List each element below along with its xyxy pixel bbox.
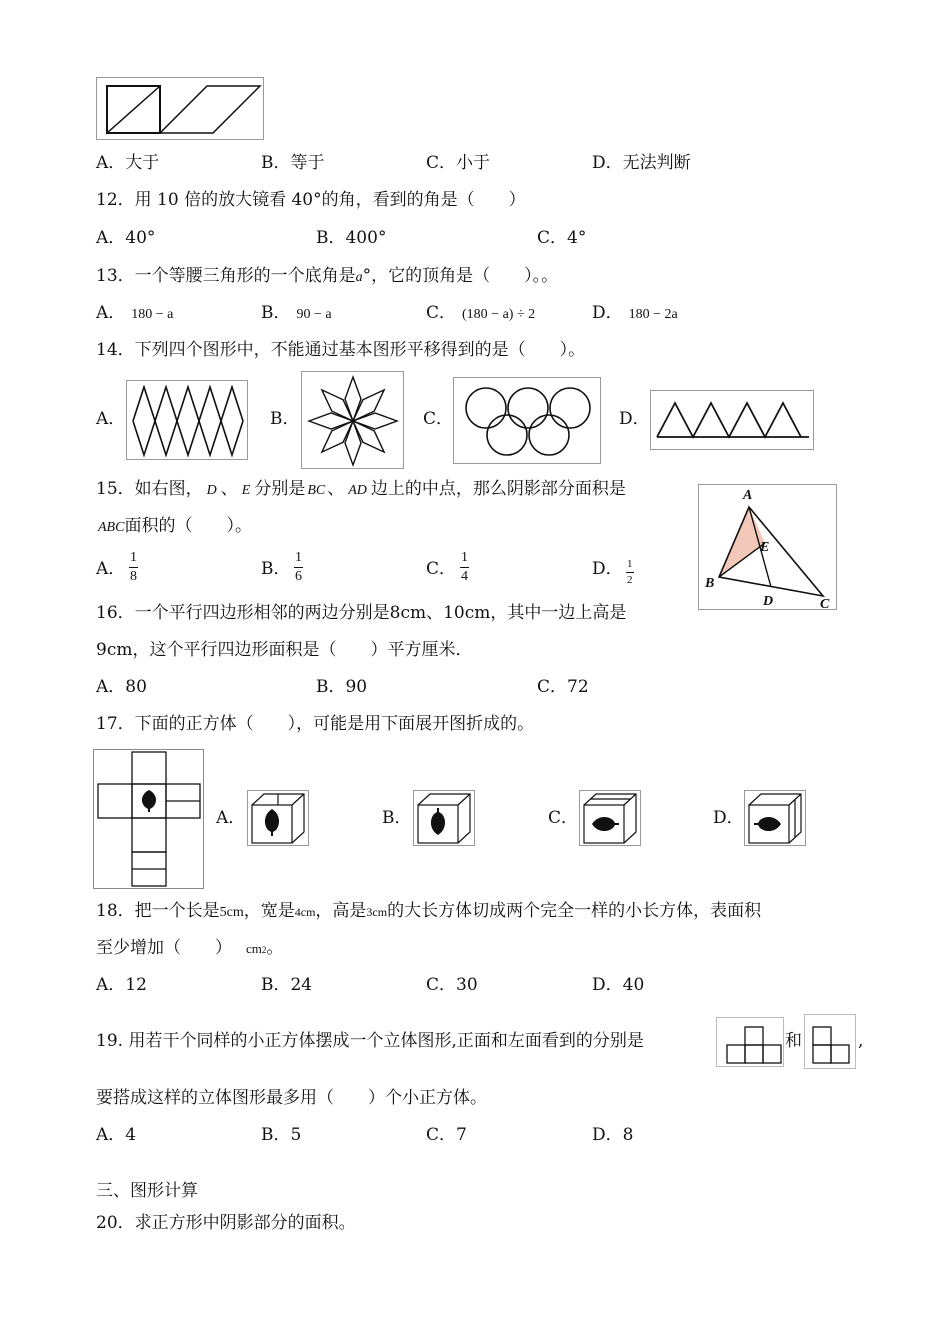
q18-option-c[interactable]: C．30 xyxy=(426,975,478,995)
q15-den-a: 8 xyxy=(130,569,137,584)
diamond-chain-drawing xyxy=(127,381,249,461)
q11-option-c[interactable]: C．小于 xyxy=(426,153,491,173)
q13-stem-text-a: 13．一个等腰三角形的一个底角是 xyxy=(96,266,356,286)
q16-option-b[interactable]: B．90 xyxy=(316,677,368,697)
q15-num-d: 1 xyxy=(626,559,634,573)
q11-option-a[interactable]: A．大于 xyxy=(96,153,160,173)
q18-stem-line2 xyxy=(96,940,283,957)
q19-option-c[interactable]: C．7 xyxy=(426,1125,467,1145)
q19-option-a[interactable]: A．4 xyxy=(96,1125,137,1145)
section-heading: 三、图形计算 xyxy=(96,1181,198,1201)
q15-var-ad: AD xyxy=(348,483,367,498)
q15-num-a: 1 xyxy=(129,551,138,568)
q17-label-a[interactable]: A． xyxy=(216,808,246,828)
q13-expr-b: 90 − a xyxy=(296,307,332,322)
q18-option-b[interactable]: B．24 xyxy=(261,975,313,995)
triangle-abc-drawing xyxy=(699,485,838,611)
q19-stem-comma: , xyxy=(858,1031,864,1051)
q14-figure-a[interactable] xyxy=(126,380,248,460)
q11-option-d[interactable]: D．无法判断 xyxy=(592,153,691,173)
q15-var-d: D xyxy=(206,483,217,498)
q14-figure-d[interactable] xyxy=(650,390,814,450)
q13-label-b: B． xyxy=(261,303,291,323)
q13-expr-a: 180 − a xyxy=(131,307,174,322)
q17-cube-a[interactable] xyxy=(247,790,309,846)
q15-text2: 边上的中点，那么阴影部分面积是 xyxy=(370,479,626,499)
q20-stem: 20．求正方形中阴影部分的面积。 xyxy=(96,1213,356,1233)
q16-option-a[interactable]: A．80 xyxy=(96,677,147,697)
q18-text2: ，宽是 xyxy=(243,901,295,921)
q17-label-c[interactable]: C． xyxy=(548,808,579,828)
q15-fraction-d xyxy=(626,559,634,586)
q15-sep1: 、 xyxy=(220,479,238,499)
q19-front-view xyxy=(716,1017,784,1067)
q15-den-b: 6 xyxy=(295,569,302,584)
q14-figure-b[interactable] xyxy=(301,371,404,469)
cube-d-drawing xyxy=(745,791,807,847)
q15-text3: 面积的（ ）。 xyxy=(124,516,252,536)
triangle-row-drawing xyxy=(651,391,815,451)
q16-stem-line2: 9cm，这个平行四边形面积是（ ）平方厘米． xyxy=(96,640,473,660)
q13-option-c[interactable] xyxy=(426,305,535,322)
q15-stem-num: 15．如右图， xyxy=(96,479,203,499)
q13-expr-c: (180 − a) ÷ 2 xyxy=(462,307,536,322)
q15-var-abc: ABC xyxy=(98,520,125,535)
q17-cube-net xyxy=(93,749,204,889)
q13-label-d: D． xyxy=(592,303,623,323)
q18-length: 5cm xyxy=(219,905,244,920)
q13-option-d[interactable] xyxy=(592,305,678,322)
q18-stem-line1 xyxy=(96,903,761,920)
q15-var-e: E xyxy=(241,483,251,498)
q17-cube-c[interactable] xyxy=(579,790,641,846)
q13-option-a[interactable] xyxy=(96,305,173,322)
point-e-label: E xyxy=(760,540,770,555)
vertex-b-label: B xyxy=(705,576,715,591)
q15-den-c: 4 xyxy=(461,569,468,584)
q17-label-b[interactable]: B． xyxy=(382,808,412,828)
cube-net-drawing xyxy=(94,750,205,890)
q18-height: 3cm xyxy=(366,905,388,919)
q12-option-b[interactable]: B．400° xyxy=(316,228,387,248)
q15-fraction-c xyxy=(460,551,469,584)
q18-option-d[interactable]: D．40 xyxy=(592,975,645,995)
q16-stem-line1: 16．一个平行四边形相邻的两边分别是8cm、10cm，其中一边上高是 xyxy=(96,603,627,623)
q19-stem-line2: 要搭成这样的立体图形最多用（ ）个小正方体。 xyxy=(96,1088,487,1108)
q17-cube-b[interactable] xyxy=(413,790,475,846)
q13-stem-text-b: °，它的顶角是（ ）。。 xyxy=(362,266,559,286)
cube-b-drawing xyxy=(414,791,476,847)
q13-label-c: C． xyxy=(426,303,457,323)
q14-stem: 14．下列四个图形中，不能通过基本图形平移得到的是（ ）。 xyxy=(96,340,586,360)
q19-option-b[interactable]: B．5 xyxy=(261,1125,302,1145)
q12-option-c[interactable]: C．4° xyxy=(537,228,587,248)
q17-stem: 17．下面的正方体（ ），可能是用下面展开图折成的。 xyxy=(96,714,535,734)
q19-stem-line1a: 19. 用若干个同样的小正方体摆成一个立体图形,正面和左面看到的分别是 xyxy=(96,1031,644,1051)
q18-line2b: 。 xyxy=(266,938,284,958)
q12-stem: 12．用 10 倍的放大镜看 40°的角，看到的角是（ ） xyxy=(96,190,526,210)
q15-num-c: 1 xyxy=(460,551,469,568)
q14-label-d[interactable]: D． xyxy=(619,409,650,429)
q11-option-b[interactable]: B．等于 xyxy=(261,153,325,173)
vertex-c-label: C xyxy=(820,597,830,612)
q18-unit: cm xyxy=(246,941,262,956)
q15-label-d[interactable]: D． xyxy=(592,559,623,579)
q18-option-a[interactable]: A．12 xyxy=(96,975,147,995)
q15-fraction-b xyxy=(294,551,303,584)
q12-option-a[interactable]: A．40° xyxy=(96,228,156,248)
q17-cube-d[interactable] xyxy=(744,790,806,846)
q14-figure-c[interactable] xyxy=(453,377,601,464)
q15-num-b: 1 xyxy=(294,551,303,568)
front-view-drawing xyxy=(717,1018,785,1068)
q16-option-c[interactable]: C．72 xyxy=(537,677,589,697)
q18-line2a: 至少增加（ ） xyxy=(96,938,232,958)
q15-label-a[interactable]: A． xyxy=(96,559,126,579)
q15-den-d: 2 xyxy=(627,574,633,586)
q15-text1: 分别是 xyxy=(254,479,306,499)
q19-option-d[interactable]: D．8 xyxy=(592,1125,634,1145)
q13-option-b[interactable] xyxy=(261,305,332,322)
q19-left-view xyxy=(804,1014,856,1069)
q13-var-a: a xyxy=(355,270,363,285)
q17-label-d[interactable]: D． xyxy=(713,808,744,828)
square-parallelogram-drawing xyxy=(97,78,265,141)
q14-label-a[interactable]: A． xyxy=(96,409,126,429)
q15-label-c[interactable]: C． xyxy=(426,559,457,579)
q13-stem xyxy=(96,268,558,285)
left-view-drawing xyxy=(805,1015,857,1070)
star-rotation-drawing xyxy=(302,372,405,470)
q15-sep2: 、 xyxy=(327,479,345,499)
vertex-a-label: A xyxy=(743,488,753,503)
q14-label-c[interactable]: C． xyxy=(423,409,454,429)
cube-a-drawing xyxy=(248,791,310,847)
cube-c-drawing xyxy=(580,791,642,847)
q15-triangle-figure xyxy=(698,484,837,610)
q15-var-bc: BC xyxy=(307,483,326,498)
q19-stem-and: 和 xyxy=(785,1031,802,1051)
q11-figure xyxy=(96,77,264,140)
q18-text4: 的大长方体切成两个完全一样的小长方体，表面积 xyxy=(387,901,762,921)
q18-text1: 18．把一个长是 xyxy=(96,901,220,921)
q15-stem-line1 xyxy=(96,481,626,498)
q15-stem-line2 xyxy=(98,518,252,535)
olympic-rings-drawing xyxy=(454,378,602,465)
q15-fraction-a xyxy=(129,551,138,584)
q13-expr-d: 180 − 2a xyxy=(628,307,678,322)
q15-label-b[interactable]: B． xyxy=(261,559,291,579)
q18-text3: ，高是 xyxy=(315,901,367,921)
q18-width: 4cm xyxy=(294,905,316,919)
q18-unit-sup: 2 xyxy=(261,945,267,955)
q13-label-a: A． xyxy=(96,303,126,323)
q14-label-b[interactable]: B． xyxy=(270,409,300,429)
point-d-label: D xyxy=(763,594,774,609)
